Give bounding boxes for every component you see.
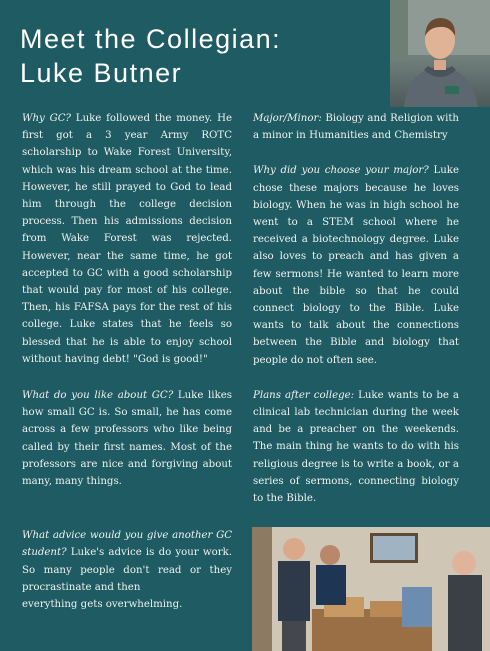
advice-answer-end: everything gets overwhelming. [22,599,183,611]
choose-major-answer: Luke chose these majors because he loves biology. When he was in high school he went to a STEM school where he received a biotechnology degree. Luke also loves to preach and has given a few sermons! He wanted to learn more about the bible so that he could connect biology to the Bible. Luke wants to talk about the connections between the Bible and biology that people do not often see. [253,165,459,366]
plans-question: Plans after college: [253,389,355,401]
why-gc-answer: Luke followed the money. He first got a 3 year Army ROTC scholarship to Wake Forest University, which was his dream school at the time. However, he still prayed to God to lead him through the college decision process. Then his admissions decision from Wake Forest was rejected. However, near the same time, he got accepted to GC with a good scholarship that would pay for most of his college. Then, his FAFSA pays for the rest of his college. Luke states that he feels so blessed that he is able to enjoy school without having debt! "God is good!" [22,113,233,365]
portrait-illustration [390,0,490,107]
why-gc-paragraph [22,110,232,368]
why-gc-question: Why GC? [22,113,71,124]
like-gc-paragraph [22,387,232,490]
portrait-photo [390,0,490,107]
group-photo-illustration [252,527,490,651]
advice-question: What advice would you give another GC student? [22,530,232,559]
title-line-1: Meet the Collegian: [20,24,282,54]
left-column [22,110,232,613]
like-gc-question: What do you like about GC? [22,390,174,402]
plans-answer: Luke wants to be a clinical lab technician during the week and be a preacher on the weekends. The main thing he wants to do with his religious degree is to write a book, or a series of sermons, connecting biology to the Bible. [253,389,459,505]
advice-paragraph [22,527,232,613]
advice-answer: Luke's advice is do your work. So many people don't read or they procrastinate and then [22,547,232,593]
major-answer: Biology and Religion with a minor in Humanities and Chemistry [253,113,459,142]
page-title [20,22,380,90]
major-question: Major/Minor: [253,113,322,124]
plans-paragraph [253,387,459,507]
right-column [253,110,459,507]
like-gc-answer: Luke likes how small GC is. So small, he has come across a few professors who like being called by their first names. Most of the professors are nice and forgiving about many, many things. [22,390,232,488]
choose-major-question: Why did you choose your major? [253,165,429,177]
group-photo [252,527,490,651]
major-paragraph [253,110,459,144]
choose-major-paragraph [253,162,459,368]
title-line-2: Luke Butner [20,58,183,88]
